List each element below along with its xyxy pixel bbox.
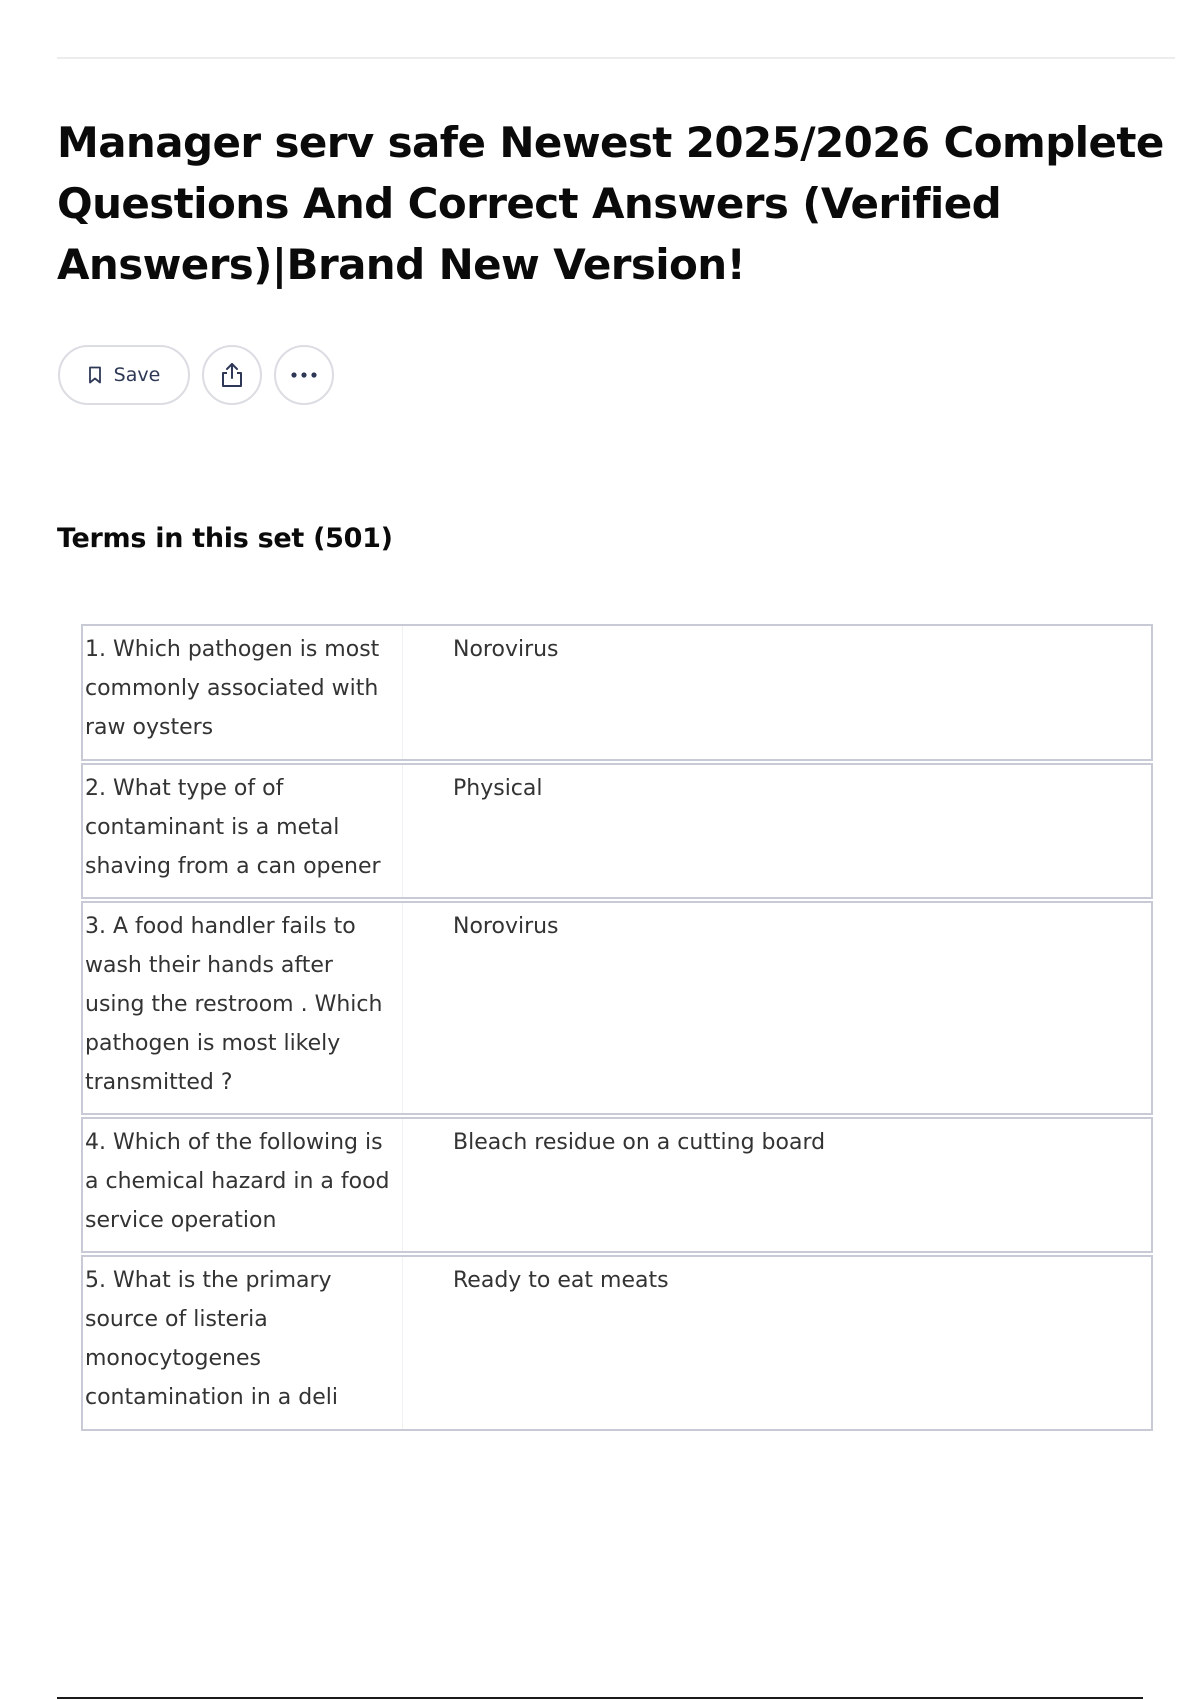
term-answer: Norovirus — [453, 914, 559, 939]
save-button[interactable] — [58, 345, 190, 405]
term-question: 4. Which of the following is a chemical hazard in a food service operation — [83, 1119, 403, 1251]
term-row-1 — [81, 624, 1153, 761]
bottom-divider — [57, 1697, 1143, 1699]
term-question: 2. What type of of contaminant is a metal shaving from a can opener — [83, 765, 403, 897]
term-answer: Physical — [453, 776, 543, 801]
bookmark-icon — [88, 366, 102, 384]
term-answer: Bleach residue on a cutting board — [453, 1130, 826, 1155]
more-options-icon — [290, 371, 318, 379]
save-button-label: Save — [113, 364, 161, 386]
term-row-4 — [81, 1117, 1153, 1253]
term-question: 1. Which pathogen is most commonly associated with raw oysters — [83, 626, 403, 759]
term-row-2 — [81, 763, 1153, 899]
share-button[interactable] — [202, 345, 262, 405]
top-divider — [57, 57, 1175, 59]
term-answer: Ready to eat meats — [453, 1268, 669, 1293]
more-options-button[interactable] — [274, 345, 334, 405]
term-answer: Norovirus — [453, 637, 559, 662]
share-icon — [219, 361, 245, 389]
term-question: 3. A food handler fails to wash their hands after using the restroom . Which pathogen is most likely transmitted ? — [83, 903, 403, 1113]
term-row-5 — [81, 1255, 1153, 1431]
terms-table — [81, 624, 1153, 1433]
action-bar — [58, 345, 334, 405]
terms-heading: Terms in this set (501) — [57, 523, 393, 554]
page-title: Manager serv safe Newest 2025/2026 Complete Questions And Correct Answers (Verified Answers)|Brand New Version! — [57, 118, 1164, 289]
term-question: 5. What is the primary source of listeria monocytogenes contamination in a deli — [83, 1257, 403, 1429]
term-row-3 — [81, 901, 1153, 1115]
